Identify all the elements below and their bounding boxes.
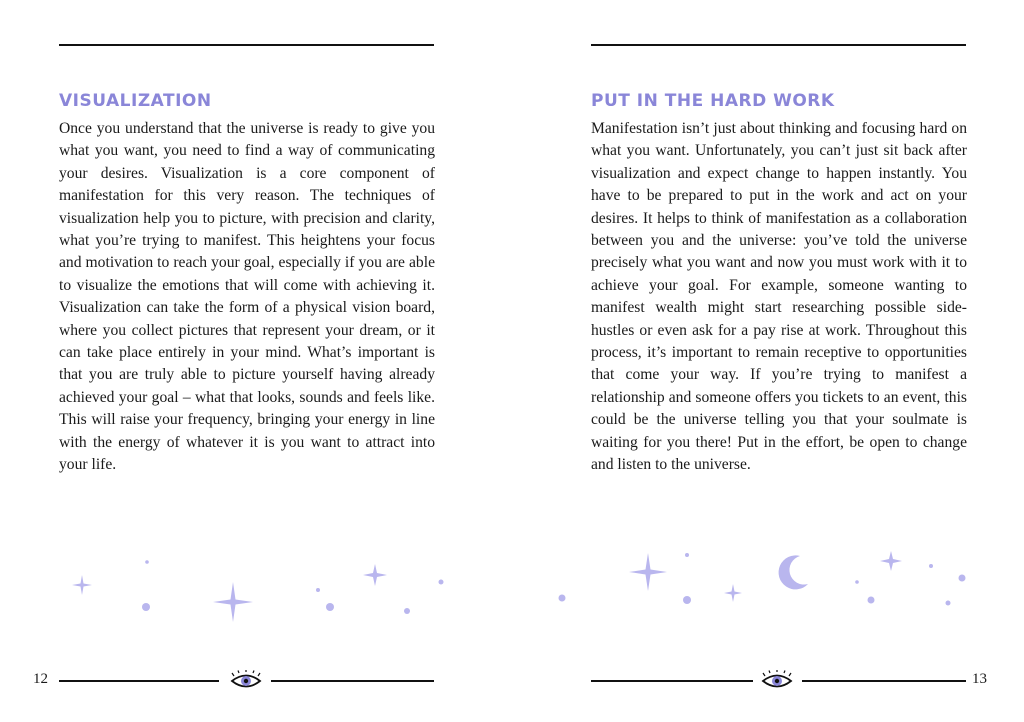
dot-icon [959, 575, 966, 582]
star-decoration [0, 540, 1024, 640]
dot-icon [145, 560, 149, 564]
sparkle-icon [363, 564, 387, 586]
crescent-moon-icon [779, 555, 808, 589]
footer-rule-right [802, 680, 966, 682]
footer-rule-left [591, 680, 753, 682]
dot-icon [326, 603, 334, 611]
sparkle-icon [629, 553, 667, 591]
dot-icon [855, 580, 859, 584]
footer-rule-right [271, 680, 434, 682]
top-rule [591, 44, 966, 46]
dot-icon [316, 588, 320, 592]
sparkle-icon [72, 575, 92, 595]
dot-icon [946, 601, 951, 606]
section-heading: VISUALIZATION [59, 91, 212, 111]
section-heading: PUT IN THE HARD WORK [591, 91, 835, 111]
dot-icon [404, 608, 410, 614]
dot-icon [868, 597, 875, 604]
footer-rule-left [59, 680, 219, 682]
dot-icon [142, 603, 150, 611]
body-paragraph: Once you understand that the universe is ready to give you what you want, you need to find a way of communicating your desires. Visualization is a core component of manifestation for this very reason. The techniques of visualization help you to picture, with precision and clarity, what you’re trying to manifest. This heightens your focus and motivation to reach your goal, especially if you are able to visualize the emotions that will come with achieving it. Visualization can take the form of a physical vision board, where you collect pictures that represent your dream, or it can take place entirely in your mind. What’s important is that you are truly able to picture yourself having already achieved your goal – what that looks, sounds and feels like. This will raise your frequency, bringing your energy in line with the energy of whatever it is you want to attract into your life. [59, 120, 435, 474]
page-number: 13 [972, 671, 987, 687]
sparkle-icon [724, 584, 742, 602]
sparkle-icon [213, 582, 253, 622]
dot-icon [929, 564, 933, 568]
top-rule [59, 44, 434, 46]
eye-icon [761, 670, 793, 692]
sparkle-icon [880, 551, 902, 571]
dot-icon [559, 595, 566, 602]
eye-icon [230, 670, 262, 692]
dot-icon [685, 553, 689, 557]
page-number: 12 [33, 671, 48, 687]
dot-icon [439, 580, 444, 585]
body-paragraph: Manifestation isn’t just about thinking and focusing hard on what you want. Unfortunately, you can’t just sit back after visualization and expect change to happen instantly. You have to be prepared to put in the work and act on your desires. It helps to think of manifestation as a collaboration between you and the universe: you’ve told the universe precisely what you want and now you must work with it to achieve your goal. For example, someone wanting to manifest wealth might start researching possible side-hustles or even ask for a pay rise at work. Throughout this process, it’s important to remain receptive to opportunities that come your way. If you’re trying to manifest a relationship and someone offers you tickets to an event, this could be the universe telling you that your soulmate is waiting for you there! Put in the effort, be open to change and listen to the universe. [591, 120, 967, 474]
dot-icon [683, 596, 691, 604]
